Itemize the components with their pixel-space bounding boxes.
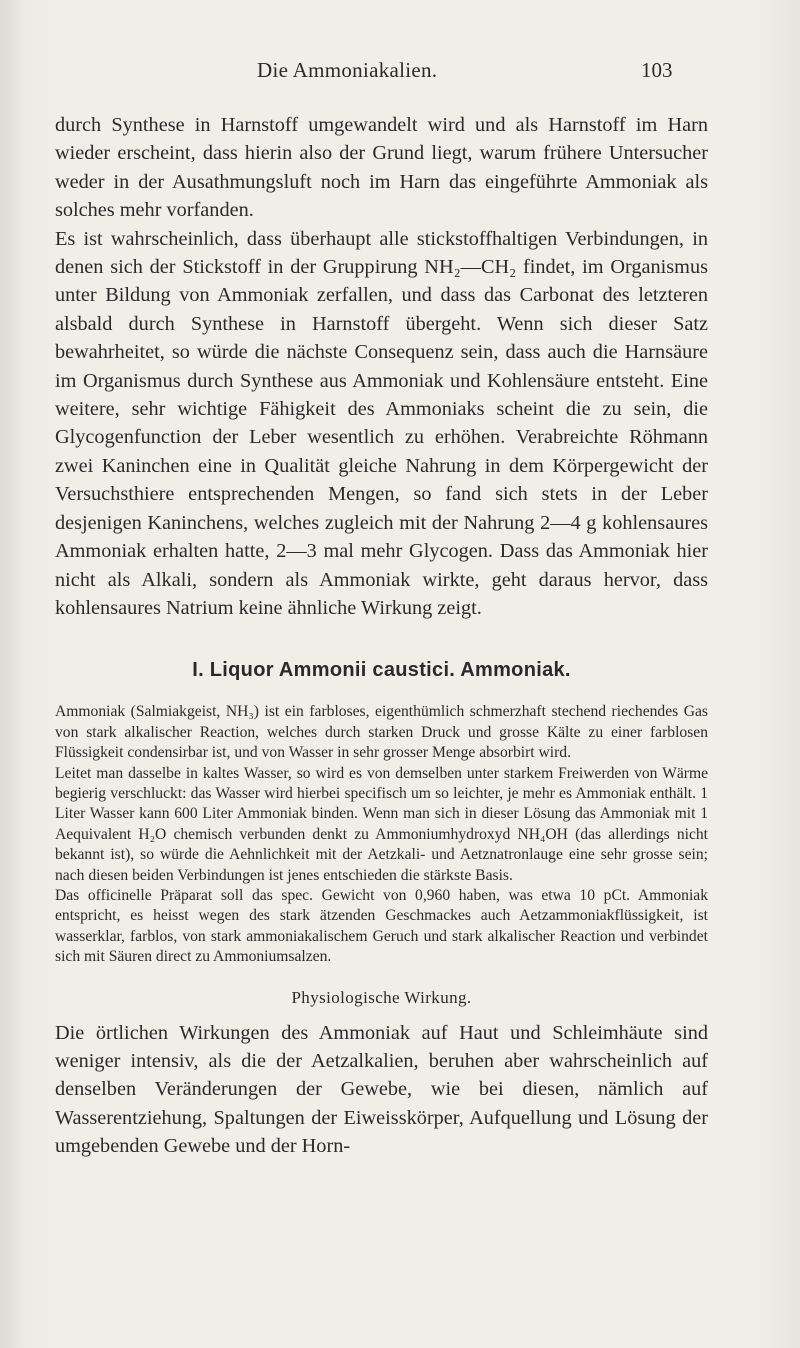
page-header	[0, 58, 800, 88]
page-body	[55, 111, 708, 1161]
paragraph-final: Die örtlichen Wirkungen des Ammoniak auf Haut und Schleimhäute sind weniger intensiv, als die der Aetzalkalien, beruhen aber wahrscheinlich auf denselben Veränderungen der Gewebe, wie bei diesen, nämlich auf Wasserentziehung, Spaltungen der Eiweisskörper, Aufquellung und Lösung der umgebenden Gewebe und der Horn-	[55, 1021, 708, 1158]
paragraph-intro-2: Es ist wahrscheinlich, dass überhaupt alle stickstoffhaltigen Verbindungen, in denen sich der Stickstoff in der Gruppirung NH₂—CH₂ findet, im Organismus unter Bildung von Ammoniak zerfallen, und dass das Carbonat des letzteren alsbald durch Synthese in Harnstoff übergeht. Wenn sich dieser Satz bewahrheitet, so würde die nächste Consequenz sein, dass auch die Harnsäure im Organismus durch Synthese aus Ammoniak und Kohlensäure entsteht. Eine weitere, sehr wichtige Fähigkeit des Ammoniaks scheint die zu sein, die Glycogenfunction der Leber wesentlich zu erhöhen. Verabreichte Röhmann zwei Kaninchen eine in Qualität gleiche Nahrung in dem Körpergewicht der Versuchsthiere entsprechenden Mengen, so fand sich stets in der Leber desjenigen Kaninchens, welches zugleich mit der Nahrung 2—4 g kohlensaures Ammoniak erhalten hatte, 2—3 mal mehr Glycogen. Dass das Ammoniak hier nicht als Alkali, sondern als Ammoniak wirkte, geht daraus hervor, dass kohlensaures Natrium keine ähnliche Wirkung zeigt.	[55, 227, 708, 619]
running-title: Die Ammoniakalien.	[257, 58, 438, 82]
subheading: Physiologische Wirkung.	[291, 987, 472, 1007]
paragraph-small-2: Leitet man dasselbe in kaltes Wasser, so wird es von demselben unter starkem Freiwerden von Wärme begierig verschluckt: das Wasser wird hierbei specifisch um so leichter, je mehr es Ammoniak enthält. 1 Liter Wasser kann 600 Liter Ammoniak binden. Wenn man sich in dieser Lösung das Ammoniak mit 1 Aequivalent H₂O chemisch verbunden denkt zu Ammoniumhydroxyd NH₄OH (das allerdings nicht bekannt ist), so würde die Aehnlichkeit mit der Aetzkali- und Aetznatronlauge eine sehr grosse sein; nach diesen beiden Verbindungen ist jenes entschieden die stärkste Basis.	[55, 764, 708, 884]
paragraph-intro-1: durch Synthese in Harnstoff umgewandelt wird und als Harnstoff im Harn wieder erscheint, dass hierin also der Grund liegt, warum frühere Untersucher weder in der Ausathmungsluft noch im Harn das eingeführte Ammoniak als solches mehr vorfanden.	[55, 114, 708, 222]
paragraph-small-3: Das officinelle Präparat soll das spec. Gewicht von 0,960 haben, was etwa 10 pCt. Ammoniak entspricht, es heisst wegen des stark ätzenden Geschmackes auch Aetzammoniakflüssigkeit, ist wasserklar, farblos, von stark ammoniakalischem Geruch und stark alkalischer Reaction und verbindet sich mit Säuren direct zu Ammoniumsalzen.	[55, 886, 708, 966]
paragraph-small-1: Ammoniak (Salmiakgeist, NH₃) ist ein farbloses, eigenthümlich schmerzhaft stechend riechendes Gas von stark alkalischer Reaction, welches durch starken Druck und grosse Kälte zu einer farblosen Flüssigkeit condensirbar ist, und von Wasser in sehr grosser Menge absorbirt wird.	[55, 703, 708, 762]
page-number: 103	[641, 58, 673, 82]
section-heading: I. Liquor Ammonii caustici. Ammoniak.	[192, 659, 571, 682]
